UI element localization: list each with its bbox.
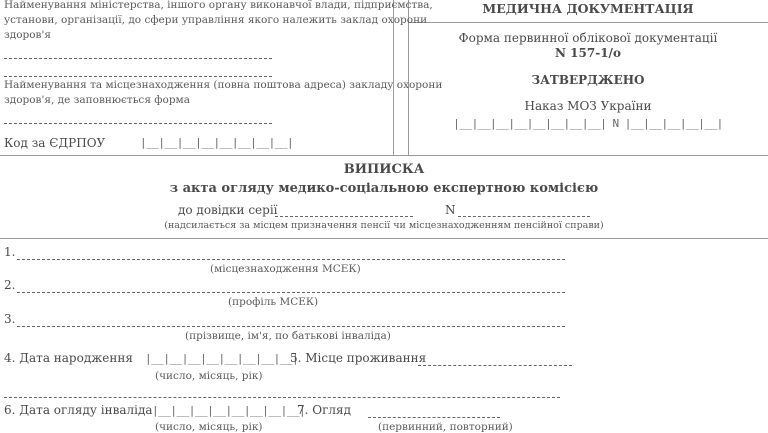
document-subtitle: з акта огляду медико-соціальною експертною комісією	[169, 181, 599, 196]
approved-label: ЗАТВЕРДЖЕНО	[531, 73, 645, 87]
ministry-label-line2: установи, організації, до сфери управління якого належить заклад охорони	[4, 14, 428, 26]
form-label: Форма первинної облікової документації	[458, 31, 718, 45]
header-bottom-border	[0, 155, 768, 156]
certificate-note: (надсилається за місцем призначення пенсії чи місцезнаходженням пенсійної справи)	[164, 220, 604, 231]
document-title: ВИПИСКА	[343, 162, 425, 177]
header-title-underline	[408, 22, 768, 23]
residence-input[interactable]	[418, 365, 572, 366]
exam-type-caption: (первинний, повторний)	[378, 421, 513, 433]
invalid-name-input[interactable]	[17, 326, 565, 327]
field-1-caption: (місцезнаходження МСЕК)	[210, 263, 361, 275]
birth-date-caption: (число, місяць, рік)	[155, 370, 263, 382]
facility-label-line2: здоров'я, де заповнюється форма	[4, 94, 190, 106]
birth-date-cells[interactable]: |__|__|__|__|__|__|__|__|	[145, 352, 299, 365]
exam-date-cells[interactable]: |__|__|__|__|__|__|__|__|	[152, 404, 306, 417]
facility-input-line[interactable]	[4, 76, 272, 77]
certificate-series-label: до довідки серії	[178, 203, 278, 217]
edrpou-label: Код за ЄДРПОУ	[4, 136, 106, 150]
exam-type-input[interactable]	[368, 417, 500, 418]
field-1-number: 1.	[4, 245, 16, 259]
msek-location-input[interactable]	[17, 259, 565, 260]
order-label: Наказ МОЗ України	[524, 99, 652, 113]
exam-type-label: 7. Огляд	[297, 403, 351, 417]
edrpou-cells[interactable]: |__|__|__|__|__|__|__|__|	[140, 136, 294, 149]
field-3-caption: (прізвище, ім'я, по батькові інваліда)	[185, 330, 391, 342]
certificate-series-input[interactable]	[275, 216, 413, 217]
field-2-caption: (профіль МСЕК)	[228, 296, 319, 308]
certificate-number-label: N	[445, 203, 456, 217]
order-cells[interactable]: |__|__|__|__|__|__|__|__| N |__|__|__|__|__|	[453, 117, 723, 130]
field-2-number: 2.	[4, 278, 16, 292]
form-number: N 157-1/о	[555, 46, 621, 60]
ministry-label-line1: Найменування міністерства, іншого органу виконавчої влади, підприємства,	[4, 0, 433, 11]
exam-date-caption: (число, місяць, рік)	[155, 421, 263, 433]
medical-documentation-title: МЕДИЧНА ДОКУМЕНТАЦІЯ	[482, 1, 694, 16]
title-bottom-border	[0, 238, 768, 239]
ministry-input-line[interactable]	[4, 58, 272, 59]
certificate-number-input[interactable]	[458, 216, 590, 217]
residence-label: 5. Місце проживання	[290, 351, 427, 365]
exam-date-label: 6. Дата огляду інваліда	[4, 403, 153, 417]
facility-input-line-2[interactable]	[4, 123, 272, 124]
msek-profile-input[interactable]	[17, 292, 565, 293]
residence-input-line-2[interactable]	[4, 397, 560, 398]
ministry-label-line3: здоров'я	[4, 29, 51, 41]
field-3-number: 3.	[4, 312, 16, 326]
birth-date-label: 4. Дата народження	[4, 351, 133, 365]
facility-label-line1: Найменування та місцезнаходження (повна поштова адреса) закладу охорони	[4, 79, 443, 91]
